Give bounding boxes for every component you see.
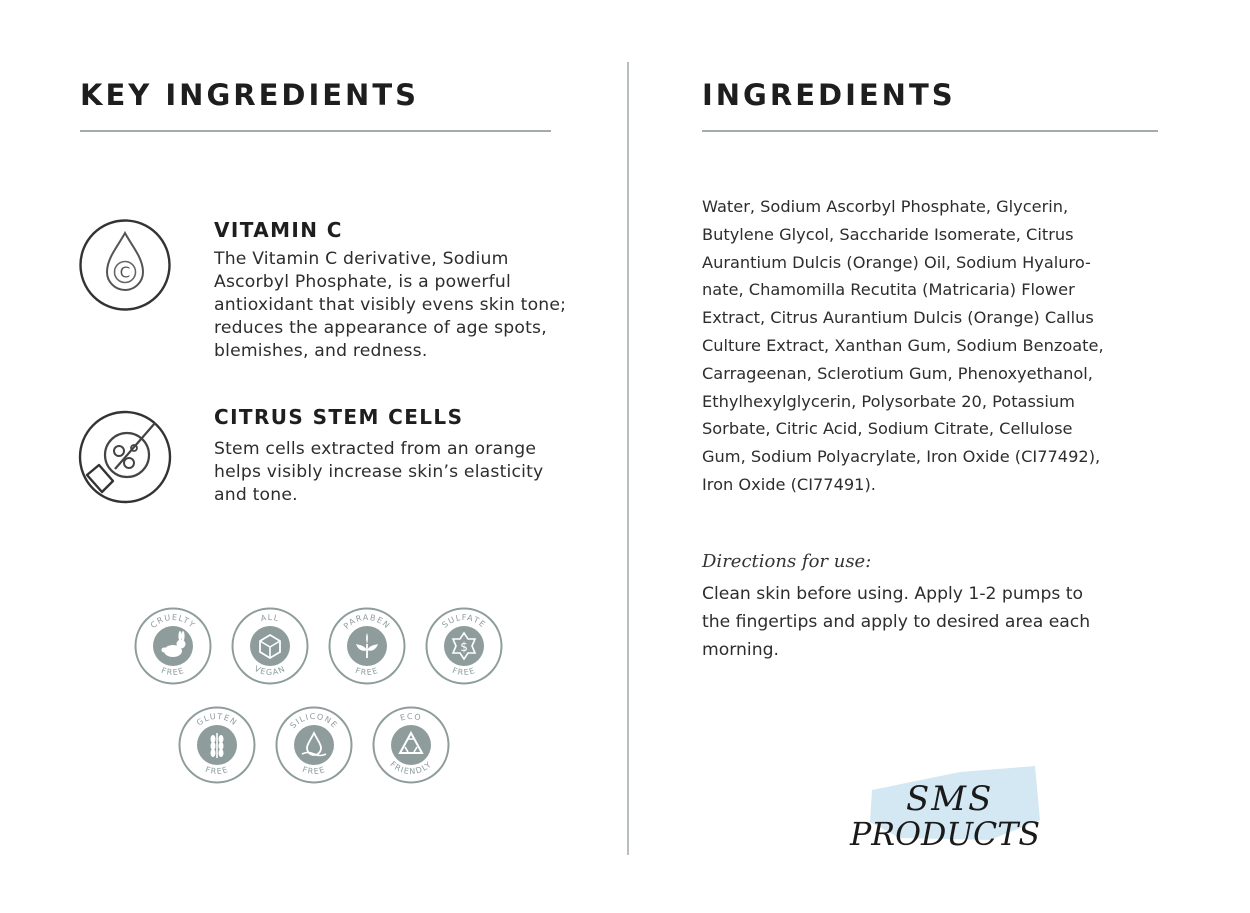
column-divider bbox=[627, 62, 629, 855]
svg-text:ECO bbox=[399, 712, 423, 723]
key-ingredients-rule bbox=[80, 130, 551, 132]
svg-text:FREE bbox=[160, 666, 186, 677]
badge-top-label: GLUTEN bbox=[194, 711, 240, 728]
badge-bottom-label: FREE bbox=[451, 665, 477, 678]
svg-text:FREE bbox=[204, 765, 230, 776]
badge-bottom-label: FREE bbox=[204, 764, 230, 777]
badge-top-label: SULFATE bbox=[440, 612, 488, 630]
badge-top-label: PARABEN bbox=[341, 612, 392, 631]
citrus-stem-cells-description: Stem cells extracted from an orange helps visibly increase skin’s elasticity and tone. bbox=[214, 439, 544, 505]
vitamin-c-drop-icon bbox=[78, 218, 172, 317]
logo-line-2: PRODUCTS bbox=[849, 815, 1040, 853]
cruelty-free-badge bbox=[134, 607, 212, 685]
badge-bottom-label: FREE bbox=[301, 764, 327, 777]
svg-text:FREE bbox=[301, 765, 327, 776]
badge-top-label: ECO bbox=[399, 711, 423, 723]
ingredients-heading: INGREDIENTS bbox=[702, 78, 956, 112]
citrus-stem-cells-title: CITRUS STEM CELLS bbox=[214, 405, 464, 429]
badge-bottom-label: VEGAN bbox=[252, 664, 288, 678]
svg-text:C: C bbox=[119, 263, 131, 282]
badge-inner-circle bbox=[250, 626, 290, 666]
sms-products-logo bbox=[840, 760, 1050, 860]
wheat-icon bbox=[211, 733, 224, 758]
directions-title: Directions for use: bbox=[702, 551, 872, 572]
paraben-free-badge bbox=[328, 607, 406, 685]
eco-friendly-badge bbox=[372, 706, 450, 784]
svg-text:$: $ bbox=[460, 640, 468, 654]
all-vegan-badge bbox=[231, 607, 309, 685]
silicone-free-badge bbox=[275, 706, 353, 784]
gluten-free-badge bbox=[178, 706, 256, 784]
key-ingredients-heading: KEY INGREDIENTS bbox=[80, 78, 419, 112]
badge-bottom-label: FREE bbox=[354, 665, 380, 678]
vitamin-c-title: VITAMIN C bbox=[214, 218, 343, 242]
badge-bottom-label: FREE bbox=[160, 665, 186, 678]
badge-top-label: ALL bbox=[259, 612, 281, 624]
ingredients-rule bbox=[702, 130, 1158, 132]
svg-text:FREE bbox=[451, 666, 477, 677]
svg-text:FREE bbox=[354, 666, 380, 677]
ingredient-list: Water, Sodium Ascorbyl Phosphate, Glycerin, Butylene Glycol, Saccharide Isomerate, Citrus Aurantium Dulcis (Orange) Oil, Sodium Hyaluro- nate, Chamomilla Recutita (Matricaria) Flower Extract, Citrus Aurantium Dulcis (Orange) Callus Culture Extract, Xanthan Gum, Sodium Benzoate, Carrageenan, Sclerotium Gum, Phenoxyethanol, Ethylhexylglycerin, Polysorbate 20, Potassium Sorbate, Citric Acid, Sodium Citrate, Cellulose Gum, Sodium Polyacrylate, Iron Oxide (CI77492), Iron Oxide (CI77491). bbox=[702, 197, 1104, 494]
badge-top-label: SILICONE bbox=[288, 711, 340, 731]
vitamin-c-description: The Vitamin C derivative, Sodium Ascorbyl Phosphate, is a powerful antioxidant that visibly evens skin tone; reduces the appearance of age spots, blemishes, and redness. bbox=[214, 249, 567, 361]
badge-top-label: CRUELTY bbox=[148, 612, 198, 631]
logo-line-1: SMS bbox=[906, 779, 994, 819]
badge-bottom-label: FRIENDLY bbox=[388, 759, 434, 777]
sulfate-free-badge bbox=[425, 607, 503, 685]
petri-dish-icon bbox=[77, 409, 173, 510]
directions-text: Clean skin before using. Apply 1-2 pumps to the fingertips and apply to desired area each morning. bbox=[702, 584, 1091, 660]
svg-text:ALL bbox=[260, 613, 281, 623]
